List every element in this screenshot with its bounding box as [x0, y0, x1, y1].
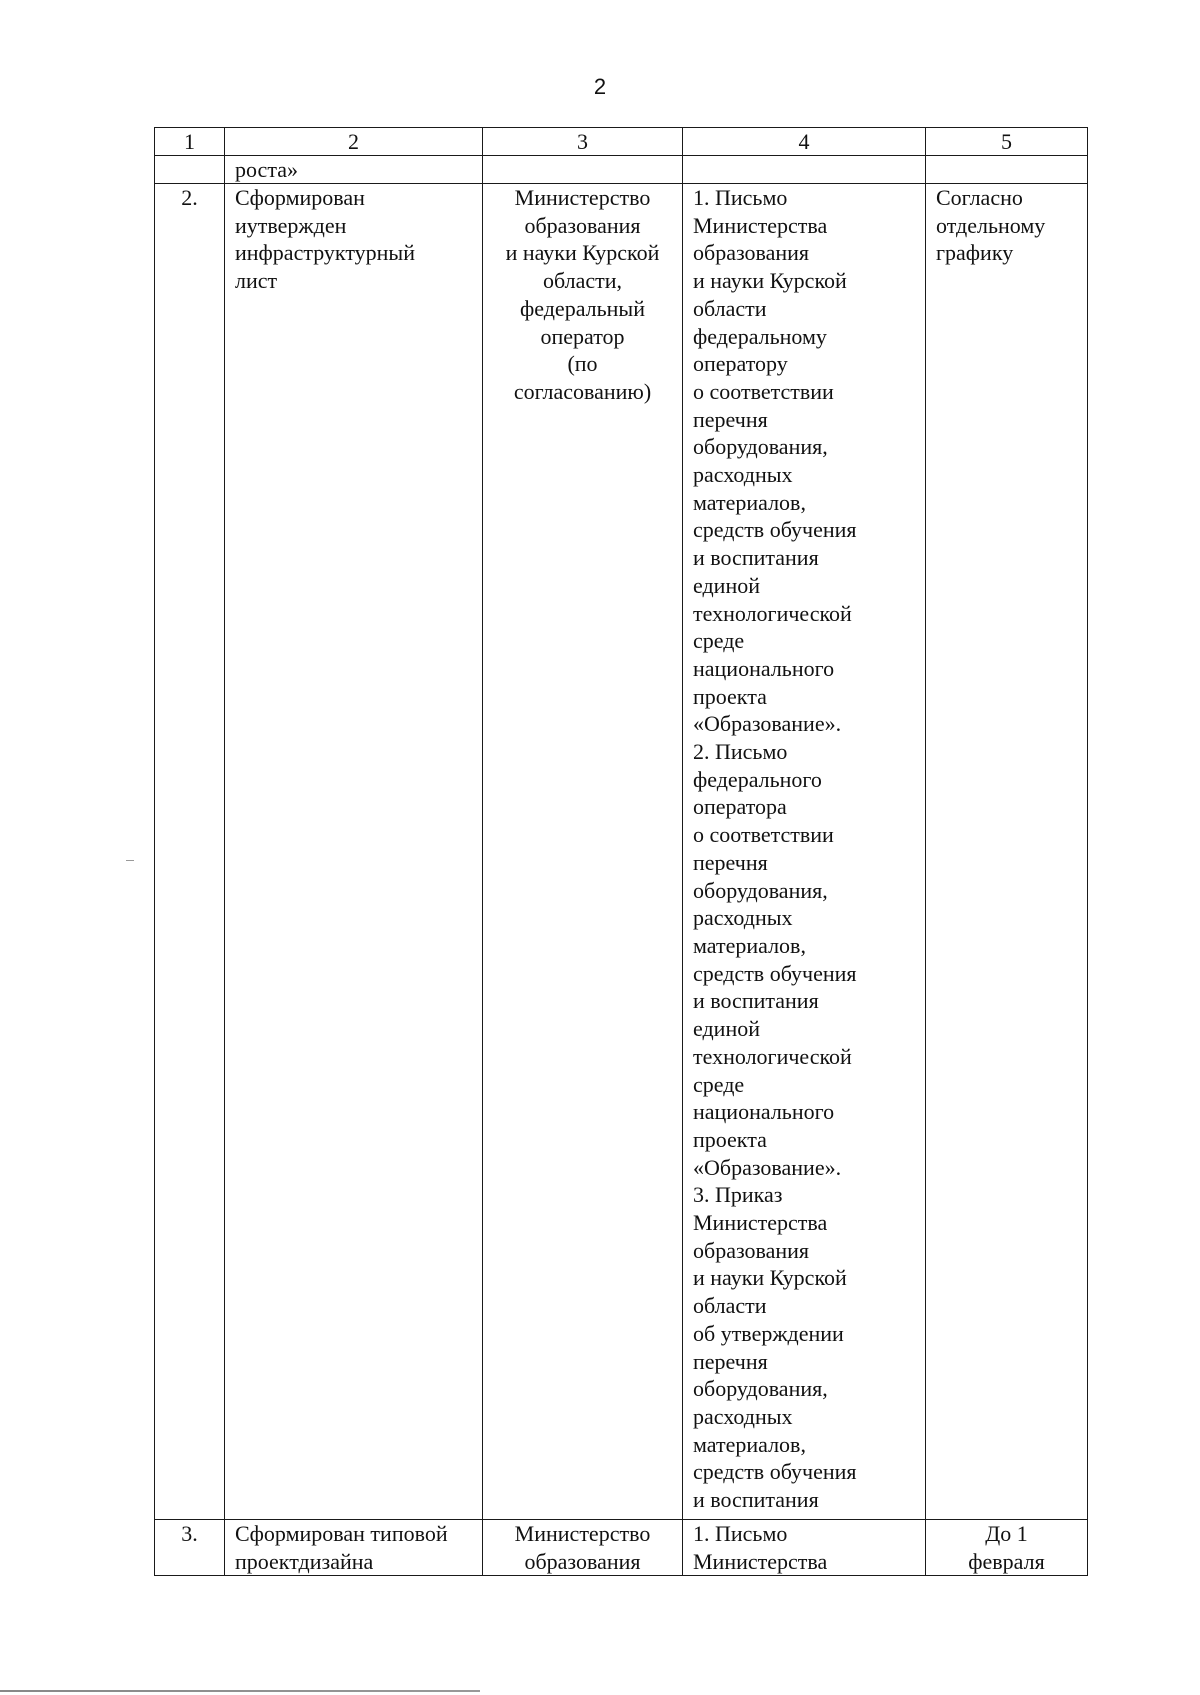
cell-line: проекта [693, 1126, 767, 1152]
cell-line: лист [235, 268, 278, 294]
cell-line: и науки Курской [693, 1265, 847, 1291]
cell-line: февраля [968, 1548, 1045, 1574]
cell-line: расходных [693, 1403, 793, 1429]
plan-table [154, 127, 1088, 1576]
cell-line: 2. Письмо [693, 739, 788, 765]
cell-line: образования [524, 1548, 641, 1574]
cell-line [235, 212, 472, 240]
cell-line: перечня [693, 406, 768, 432]
cell-line: средств обучения [693, 1459, 857, 1485]
cell-event: роста» [225, 156, 483, 184]
header-col-3: 3 [483, 128, 683, 156]
cell-line: «Образование». [693, 711, 842, 737]
cell-line: образования [693, 240, 810, 266]
cell-line: 1. Письмо [693, 1521, 788, 1546]
cell-document [683, 156, 926, 184]
cell-word: проект [235, 1548, 299, 1574]
cell-deadline [926, 1520, 1088, 1576]
cell-line: среде [693, 628, 745, 654]
cell-line: о соответствии [693, 822, 834, 848]
cell-responsible [483, 156, 683, 184]
header-col-5: 5 [926, 128, 1088, 156]
cell-line: технологической [693, 600, 852, 626]
cell-line: До 1 [985, 1521, 1028, 1546]
table-header-row [155, 128, 1088, 156]
cell-line: оборудования, [693, 434, 828, 460]
cell-line: Сформирован [235, 185, 365, 210]
cell-line: Министерства [693, 1210, 828, 1236]
cell-line: и науки Курской [505, 240, 660, 266]
cell-line: перечня [693, 849, 768, 875]
cell-line: графику [936, 240, 1014, 266]
cell-responsible [483, 184, 683, 1520]
cell-line: Министерства [693, 1548, 828, 1574]
table-row [155, 1520, 1088, 1576]
cell-line: материалов, [693, 489, 806, 515]
cell-line: среде [693, 1071, 745, 1097]
header-col-4: 4 [683, 128, 926, 156]
cell-line: 3. Приказ [693, 1182, 783, 1208]
cell-line: единой [693, 1016, 760, 1042]
cell-line: оператора [693, 794, 787, 820]
cell-line: перечня [693, 1348, 768, 1374]
cell-line: и воспитания [693, 545, 819, 571]
cell-deadline [926, 184, 1088, 1520]
cell-line: области [693, 1293, 767, 1319]
cell-responsible [483, 1520, 683, 1576]
cell-line: федеральный [520, 295, 645, 321]
cell-word: и [235, 212, 247, 238]
header-col-2: 2 [225, 128, 483, 156]
cell-line: национального [693, 1099, 835, 1125]
cell-deadline [926, 156, 1088, 184]
row-number: 3. [155, 1520, 225, 1576]
row-number: 2. [155, 184, 225, 1520]
cell-word: дизайна [298, 1548, 374, 1574]
table-row-continuation [155, 156, 1088, 184]
cell-line: согласованию) [513, 378, 652, 404]
cell-num [155, 156, 225, 184]
cell-line: оператор [540, 323, 625, 349]
cell-word: утвержден [246, 212, 347, 238]
cell-line: Министерство [514, 185, 651, 210]
scan-artifact [0, 1690, 1200, 1692]
cell-line: Министерства [693, 212, 828, 238]
cell-line: единой [693, 572, 760, 598]
cell-line: отдельному [936, 212, 1046, 238]
cell-line: образования [693, 1237, 810, 1263]
scan-artifact [126, 860, 134, 861]
cell-line: «Образование». [693, 1154, 842, 1180]
page-number: 2 [593, 74, 607, 99]
cell-line: расходных [693, 462, 793, 488]
header-col-1: 1 [155, 128, 225, 156]
cell-line: области [693, 295, 767, 321]
cell-line: материалов, [693, 932, 806, 958]
cell-document [683, 184, 926, 1520]
cell-document [683, 1520, 926, 1576]
cell-line [235, 1548, 472, 1576]
cell-line: об утверждении [693, 1320, 844, 1346]
cell-line: национального [693, 655, 835, 681]
cell-line: Сформирован типовой [235, 1521, 448, 1546]
cell-line: проекта [693, 683, 767, 709]
cell-line: оборудования, [693, 1376, 828, 1402]
cell-line: 1. Письмо [693, 185, 788, 210]
cell-line: федерального [693, 766, 822, 792]
cell-line: (по [567, 351, 598, 377]
cell-line: средств обучения [693, 517, 857, 543]
cell-event [225, 1520, 483, 1576]
cell-line: инфраструктурный [235, 240, 415, 266]
cell-line: Согласно [936, 185, 1023, 210]
cell-line: образования [524, 212, 641, 238]
table-row [155, 184, 1088, 1520]
cell-line: оборудования, [693, 877, 828, 903]
cell-line: и науки Курской [693, 268, 847, 294]
cell-line: расходных [693, 905, 793, 931]
cell-line: и воспитания [693, 988, 819, 1014]
cell-event [225, 184, 483, 1520]
cell-line: средств обучения [693, 960, 857, 986]
cell-line: технологической [693, 1043, 852, 1069]
cell-line: оператору [693, 351, 788, 377]
cell-line: Министерство [514, 1521, 651, 1546]
cell-line: и воспитания [693, 1487, 819, 1513]
cell-line: о соответствии [693, 378, 834, 404]
cell-line: федеральному [693, 323, 827, 349]
cell-line: материалов, [693, 1431, 806, 1457]
cell-line: области, [542, 268, 623, 294]
